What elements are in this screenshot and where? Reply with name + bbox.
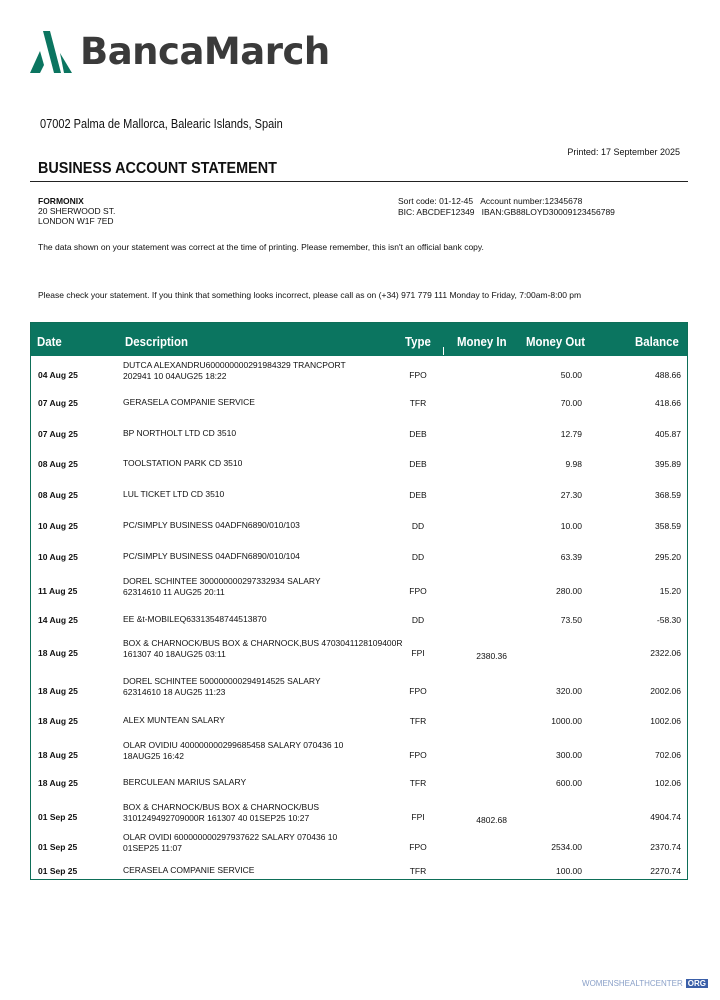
row-type: DEB — [409, 429, 427, 439]
row-description-line1: TOOLSTATION PARK CD 3510 — [123, 458, 243, 468]
row-money-in: 4802.68 — [476, 815, 507, 825]
row-balance: 395.89 — [655, 459, 681, 469]
row-date: 01 Sep 25 — [38, 812, 78, 822]
row-description-line1: BP NORTHOLT LTD CD 3510 — [123, 428, 237, 438]
row-description-line2: 202941 10 04AUG25 18:22 — [123, 371, 227, 381]
row-date: 18 Aug 25 — [38, 750, 78, 760]
row-description — [123, 865, 403, 876]
row-description-line1: EE &t-MOBILEQ63313548744513870 — [123, 614, 267, 624]
row-description — [123, 428, 403, 439]
bank-name: BancaMarch — [80, 30, 330, 73]
row-money-in: 2380.36 — [476, 651, 507, 661]
row-description-line2: 01SEP25 11:07 — [123, 843, 182, 853]
transactions-table — [30, 322, 688, 880]
row-money-out: 9.98 — [565, 459, 582, 469]
row-type: TFR — [409, 398, 427, 408]
row-date: 08 Aug 25 — [38, 459, 78, 469]
row-date: 18 Aug 25 — [38, 686, 78, 696]
account-address-line2: LONDON W1F 7ED — [38, 216, 114, 226]
row-money-out: 70.00 — [560, 398, 582, 408]
row-balance: 405.87 — [655, 429, 681, 439]
row-date: 07 Aug 25 — [38, 398, 78, 408]
iban: IBAN:GB88LOYD30009123456789 — [481, 207, 615, 217]
row-balance: 2370.74 — [650, 842, 681, 852]
row-description — [123, 520, 403, 531]
table-header — [31, 323, 687, 356]
row-description-line2: 62314610 11 AUG25 20:11 — [123, 587, 225, 597]
header-balance: Balance — [635, 334, 679, 349]
row-description-line1: BOX & CHARNOCK/BUS BOX & CHARNOCK,BUS 4703041128109400R — [123, 638, 403, 648]
row-balance: -58.30 — [656, 615, 681, 625]
row-money-out: 10.00 — [560, 521, 582, 531]
row-date: 14 Aug 25 — [38, 615, 78, 625]
row-description-line2: 161307 40 18AUG25 03:11 — [123, 649, 226, 659]
row-description-line2: 18AUG25 16:42 — [123, 751, 184, 761]
row-date: 18 Aug 25 — [38, 648, 78, 658]
account-holder — [38, 196, 115, 226]
row-description-line1: CERASELA COMPANIE SERVICE — [123, 865, 255, 875]
bank-logo-mark-icon — [30, 31, 72, 73]
row-description — [123, 740, 403, 762]
row-date: 08 Aug 25 — [38, 490, 78, 500]
row-money-out: 50.00 — [560, 370, 582, 380]
row-money-out: 73.50 — [560, 615, 582, 625]
row-money-out: 1000.00 — [551, 716, 582, 726]
row-type: TFR — [409, 778, 427, 788]
row-date: 18 Aug 25 — [38, 716, 78, 726]
account-address-line1: 20 SHERWOOD ST. — [38, 206, 116, 216]
row-description-line1: DUTCA ALEXANDRU600000000291984329 TRANCPORT — [123, 360, 346, 370]
row-money-out: 320.00 — [556, 686, 582, 696]
row-money-out: 12.79 — [560, 429, 582, 439]
row-description-line1: PC/SIMPLY BUSINESS 04ADFN6890/010/104 — [123, 551, 300, 561]
title-divider — [30, 181, 688, 182]
row-description — [123, 802, 403, 824]
row-type: TFR — [409, 866, 427, 876]
watermark — [582, 979, 708, 988]
watermark-text: WOMENSHEALTHCENTER — [582, 979, 683, 988]
bank-address: 07002 Palma de Mallorca, Balearic Islands, Spain — [40, 117, 283, 131]
row-balance: 2002.06 — [650, 686, 681, 696]
row-description — [123, 676, 403, 698]
row-description — [123, 777, 403, 788]
row-type: FPO — [409, 586, 427, 596]
row-description-line1: LUL TICKET LTD CD 3510 — [123, 489, 225, 499]
row-money-out: 2534.00 — [551, 842, 582, 852]
row-balance: 2270.74 — [650, 866, 681, 876]
row-balance: 2322.06 — [650, 648, 681, 658]
row-type: FPI — [411, 648, 425, 658]
row-description — [123, 397, 403, 408]
row-description — [123, 715, 403, 726]
row-date: 11 Aug 25 — [38, 586, 78, 596]
row-description — [123, 458, 403, 469]
row-balance: 4904.74 — [650, 812, 681, 822]
row-balance: 295.20 — [655, 552, 681, 562]
sort-code: Sort code: 01-12-45 — [398, 196, 474, 206]
row-balance: 488.66 — [655, 370, 681, 380]
row-balance: 15.20 — [659, 586, 681, 596]
check-note: Please check your statement. If you think that something looks incorrect, please call as on (+34) 971 779 111 Monday to Friday, 7:00am-8:00 pm — [38, 290, 582, 300]
row-date: 10 Aug 25 — [38, 552, 78, 562]
row-type: DD — [411, 521, 425, 531]
row-type: DD — [411, 615, 425, 625]
disclaimer: The data shown on your statement was correct at the time of printing. Please remember, this isn't an official bank copy. — [38, 242, 484, 252]
row-money-out: 27.30 — [560, 490, 582, 500]
bic: BIC: ABCDEF12349 — [398, 207, 475, 217]
row-type: DD — [411, 552, 425, 562]
row-description-line1: OLAR OVIDI 600000000297937622 SALARY 070436 10 — [123, 832, 338, 842]
row-balance: 368.59 — [655, 490, 681, 500]
row-money-out: 63.39 — [560, 552, 582, 562]
row-balance: 358.59 — [655, 521, 681, 531]
row-description — [123, 614, 403, 625]
row-type: DEB — [409, 459, 427, 469]
row-date: 01 Sep 25 — [38, 866, 78, 876]
row-balance: 102.06 — [655, 778, 681, 788]
row-description-line1: DOREL SCHINTEE 500000000294914525 SALARY — [123, 676, 321, 686]
row-description — [123, 360, 403, 382]
row-type: FPO — [409, 750, 427, 760]
header-date: Date — [37, 334, 62, 349]
row-money-out: 100.00 — [556, 866, 582, 876]
row-type: FPO — [409, 686, 427, 696]
row-description-line2: 62314610 18 AUG25 11:23 — [123, 687, 226, 697]
page-title: BUSINESS ACCOUNT STATEMENT — [38, 160, 277, 177]
watermark-suffix: ORG — [687, 979, 706, 988]
account-number: Account number:12345678 — [480, 196, 583, 206]
header-description: Description — [125, 334, 188, 349]
row-type: FPO — [409, 842, 427, 852]
account-name: FORMONIX — [38, 196, 84, 206]
row-type: FPO — [409, 370, 427, 380]
row-description-line1: BERCULEAN MARIUS SALARY — [123, 777, 247, 787]
header-money-in: Money In — [457, 334, 507, 349]
row-description — [123, 638, 403, 660]
row-description-line1: BOX & CHARNOCK/BUS BOX & CHARNOCK/BUS — [123, 802, 320, 812]
printed-date: Printed: 17 September 2025 — [567, 147, 680, 157]
row-date: 01 Sep 25 — [38, 842, 78, 852]
row-description — [123, 832, 403, 854]
bank-details — [398, 196, 615, 218]
header-separator — [443, 347, 444, 355]
row-date: 07 Aug 25 — [38, 429, 78, 439]
row-description-line1: DOREL SCHINTEE 300000000297332934 SALARY — [123, 576, 321, 586]
row-balance: 1002.06 — [650, 716, 681, 726]
row-money-out: 300.00 — [556, 750, 582, 760]
row-date: 18 Aug 25 — [38, 778, 78, 788]
row-balance: 418.66 — [655, 398, 681, 408]
header-money-out: Money Out — [526, 334, 586, 349]
row-description — [123, 551, 403, 562]
row-date: 10 Aug 25 — [38, 521, 78, 531]
row-description — [123, 576, 403, 598]
row-money-out: 600.00 — [556, 778, 582, 788]
row-description-line1: PC/SIMPLY BUSINESS 04ADFN6890/010/103 — [123, 520, 300, 530]
row-description — [123, 489, 403, 500]
row-money-out: 280.00 — [556, 586, 582, 596]
row-date: 04 Aug 25 — [38, 370, 78, 380]
bank-logo — [30, 30, 330, 73]
row-description-line1: OLAR OVIDIU 400000000299685458 SALARY 070436 10 — [123, 740, 344, 750]
row-type: TFR — [409, 716, 427, 726]
header-type: Type — [405, 334, 431, 349]
row-description-line1: GERASELA COMPANIE SERVICE — [123, 397, 255, 407]
row-type: FPI — [411, 812, 425, 822]
row-description-line1: ALEX MUNTEAN SALARY — [123, 715, 225, 725]
row-balance: 702.06 — [655, 750, 681, 760]
row-type: DEB — [409, 490, 427, 500]
row-description-line2: 3101249492709000R 161307 40 01SEP25 10:27 — [123, 813, 310, 823]
